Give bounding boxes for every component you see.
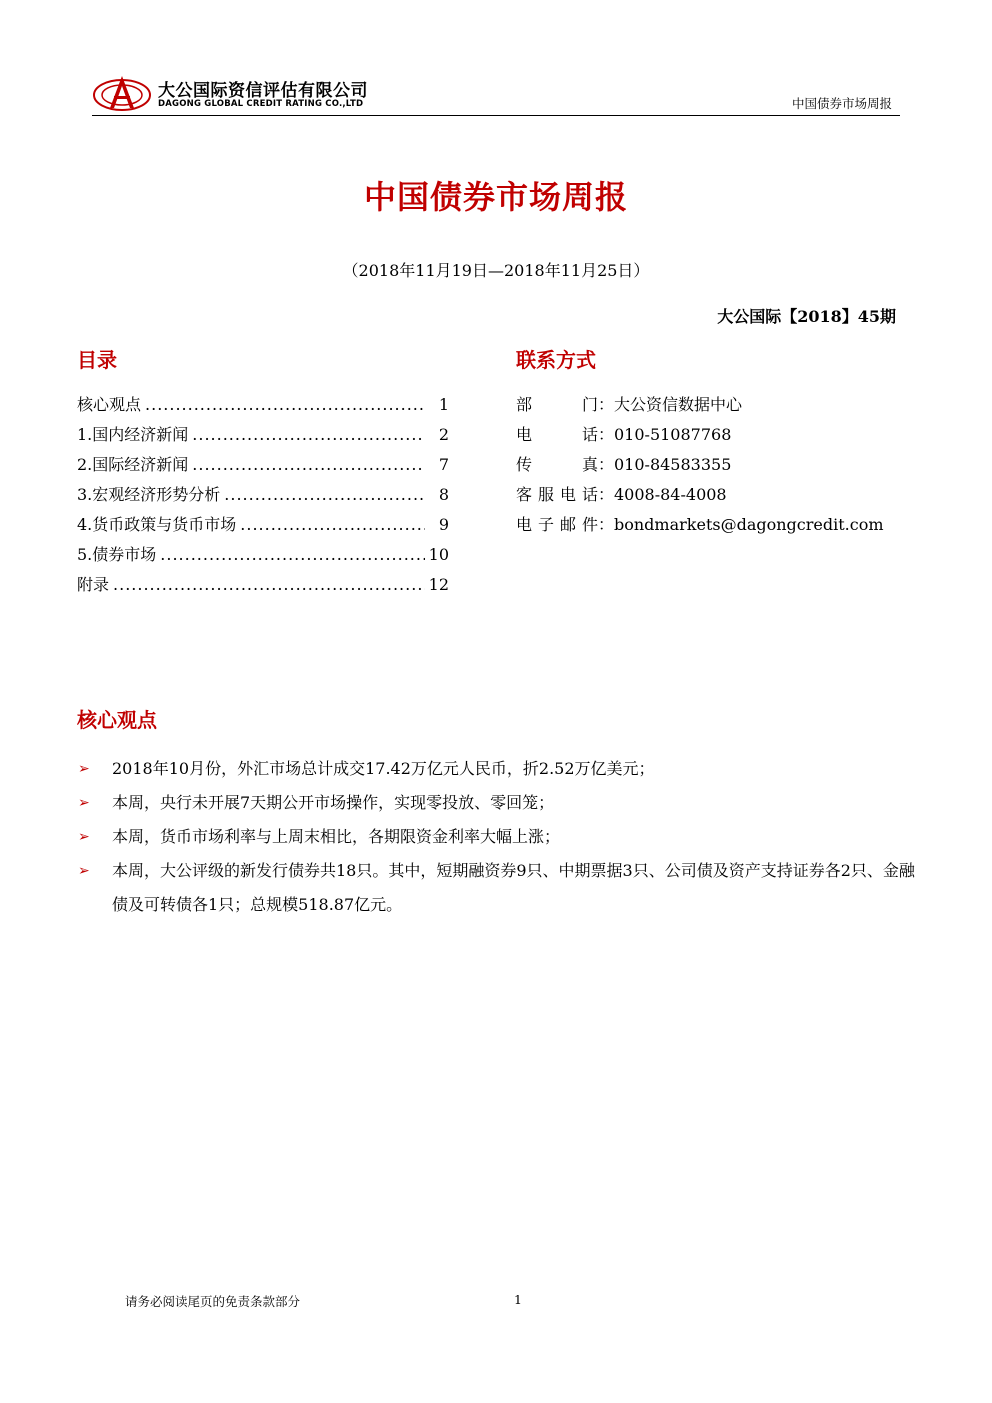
contact-label: 部门 [516,395,598,414]
toc-leader-dots [192,425,425,444]
contact-row-service: 客服电话 ： 4008-84-4008 [516,482,916,512]
company-name-cn: 大公国际资信评估有限公司 [158,81,368,101]
toc-item[interactable] [77,452,449,482]
list-item-text: 本周，货币市场利率与上周末相比，各期限资金利率大幅上涨； [112,827,561,846]
list-item-text: 本周，大公评级的新发行债券共18只。其中，短期融资券9只、中期票据3只、公司债及资产支持证券各2只、金融债及可转债各1只；总规模518.87亿元。 [112,861,915,914]
toc-item-page: 10 [428,545,449,564]
contact-email-link[interactable]: bondmarkets@dagongcredit.com [614,515,884,534]
footer-disclaimer: 请务必阅读尾页的免责条款部分 [125,1294,301,1309]
toc-item-label: 1.国内经济新闻 [77,425,189,444]
contact-info [516,392,916,542]
contact-value: 010-84583355 [614,455,732,474]
toc-item-page: 8 [438,485,449,504]
toc-item-label: 2.国际经济新闻 [77,455,189,474]
toc-item-label: 核心观点 [77,395,142,414]
toc-item-label: 附录 [77,575,110,594]
contact-label: 电话 [516,425,598,444]
list-item-text: 2018年10月份，外汇市场总计成交17.42万亿元人民币，折2.52万亿美元； [112,759,655,778]
toc-leader-dots [145,395,425,414]
list-item-text: 本周，央行未开展7天期公开市场操作，实现零投放、零回笼； [112,793,555,812]
core-views-list [78,752,918,922]
arrow-bullet-icon: ➢ [78,795,90,811]
contact-row-phone: 电话 ： 010-51087768 [516,422,916,452]
toc-item[interactable] [77,572,449,602]
toc-item[interactable] [77,392,449,422]
footer-page-number: 1 [514,1292,522,1307]
toc-leader-dots [113,575,425,594]
running-title: 中国债券市场周报 [791,96,892,111]
toc-item[interactable] [77,482,449,512]
list-item [78,786,918,820]
toc-item-page: 7 [438,455,449,474]
toc-leader-dots [224,485,425,504]
toc-item-page: 2 [438,425,449,444]
document-title: 中国债券市场周报 [363,178,628,216]
toc-heading: 目录 [77,348,117,372]
contact-row-fax: 传真 ： 010-84583355 [516,452,916,482]
list-item [78,854,918,922]
list-item [78,752,918,786]
toc-leader-dots [192,455,425,474]
date-range: （2018年11月19日—2018年11月25日） [342,261,650,280]
contact-value: 大公资信数据中心 [614,395,743,414]
contact-label: 电子邮件 [516,515,598,534]
header-divider [92,115,900,116]
toc-item[interactable] [77,512,449,542]
contact-value: 4008-84-4008 [614,485,727,504]
contact-label: 客服电话 [516,485,598,504]
core-views-heading: 核心观点 [77,708,157,732]
toc-leader-dots [240,515,425,534]
company-name-en: DAGONG GLOBAL CREDIT RATING CO.,LTD [158,99,364,109]
issue-number: 大公国际【2018】45期 [717,307,896,326]
page-header [92,70,900,118]
toc-item-page: 12 [428,575,449,594]
table-of-contents [77,392,449,602]
toc-leader-dots [160,545,424,564]
toc-item[interactable] [77,422,449,452]
toc-item-page: 9 [438,515,449,534]
arrow-bullet-icon: ➢ [78,863,90,879]
contacts-heading: 联系方式 [516,348,596,372]
toc-item-page: 1 [438,395,449,414]
arrow-bullet-icon: ➢ [78,829,90,845]
contact-row-email: 电子邮件 ： bondmarkets@dagongcredit.com [516,512,916,542]
contact-value: 010-51087768 [614,425,732,444]
toc-item-label: 4.货币政策与货币市场 [77,515,237,534]
toc-item-label: 5.债券市场 [77,545,157,564]
arrow-bullet-icon: ➢ [78,761,90,777]
contact-label: 传真 [516,455,598,474]
list-item [78,820,918,854]
toc-item-label: 3.宏观经济形势分析 [77,485,221,504]
contact-row-department: 部门 ： 大公资信数据中心 [516,392,916,422]
toc-item[interactable] [77,542,449,572]
dagong-logo-icon [92,74,152,112]
